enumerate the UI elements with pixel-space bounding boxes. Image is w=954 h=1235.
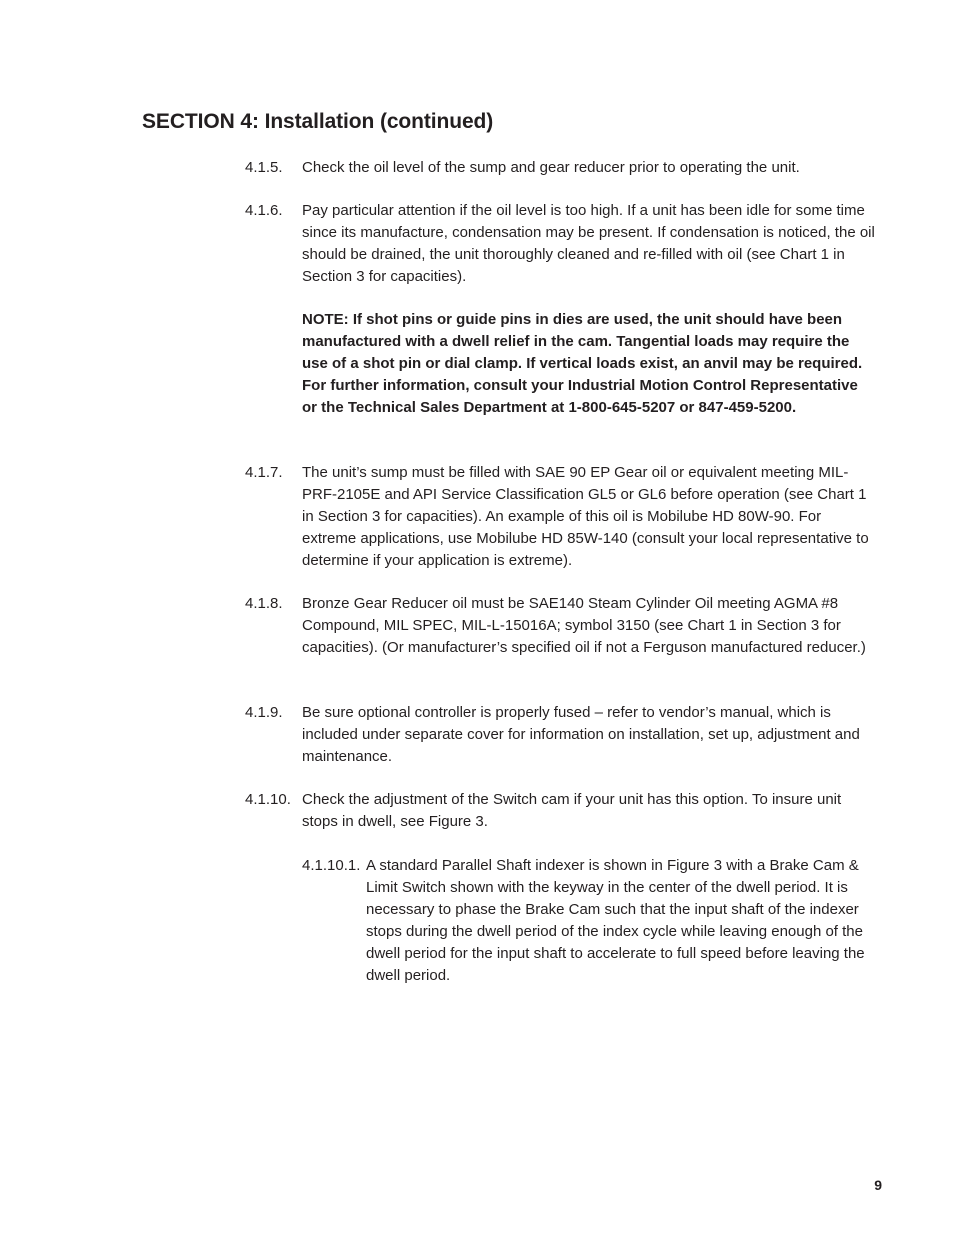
paragraph-number: 4.1.8. [245, 595, 283, 612]
paragraph-4-1-9 [245, 702, 875, 768]
paragraph-number: 4.1.10. [245, 791, 291, 808]
paragraph-4-1-10 [245, 789, 875, 833]
section-title: SECTION 4: Installation (continued) [142, 110, 494, 133]
subparagraph-text: A standard Parallel Shaft indexer is shown in Figure 3 with a Brake Cam & Limit Switch shown with the keyway in the center of the dwell period. It is necessary to phase the Brake Cam such that the input shaft of the indexer stops during the dwell period of the index cycle while leaving enough of the dwell period for the input shaft to accelerate to full speed before leaving the dwell period. [366, 857, 865, 984]
subparagraph-number: 4.1.10.1. [302, 857, 361, 874]
paragraph-text: Bronze Gear Reducer oil must be SAE140 Steam Cylinder Oil meeting AGMA #8 Compound, MIL SPEC, MIL-L-15016A; symbol 3150 (see Chart 1 in Section 3 for capacities). (Or manufacturer’s specified oil if not a Ferguson manufactured reducer.) [302, 595, 866, 656]
paragraph-4-1-8 [245, 593, 875, 659]
paragraph-text: Be sure optional controller is properly fused – refer to vendor’s manual, which is included under separate cover for information on installation, set up, adjustment and maintenance. [302, 704, 860, 765]
page-number: 9 [874, 1177, 882, 1193]
paragraph-4-1-5 [245, 157, 875, 179]
paragraph-number: 4.1.5. [245, 159, 283, 176]
paragraph-4-1-7 [245, 462, 875, 572]
paragraph-number: 4.1.7. [245, 464, 283, 481]
subparagraph-4-1-10-1 [302, 855, 877, 986]
paragraph-text: Check the adjustment of the Switch cam if your unit has this option. To insure unit stops in dwell, see Figure 3. [302, 791, 842, 830]
paragraph-text: The unit’s sump must be filled with SAE 90 EP Gear oil or equivalent meeting MIL-PRF-2105E and API Service Classification GL5 or GL6 before operation (see Chart 1 in Section 3 for capacities). An example of this oil is Mobilube HD 80W-90. For extreme applications, use Mobilube HD 85W-140 (consult your local representative to determine if your application is extreme). [302, 464, 869, 569]
paragraph-text: Pay particular attention if the oil level is too high. If a unit has been idle for some time since its manufacture, condensation may be present. If condensation is noticed, the oil should be drained, the unit thoroughly cleaned and re-filled with oil (see Chart 1 in Section 3 for capacities). [302, 202, 875, 285]
paragraph-4-1-6 [245, 200, 875, 288]
note-dwell-relief: NOTE: If shot pins or guide pins in dies are used, the unit should have been manufactured with a dwell relief in the cam. Tangential loads may require the use of a shot pin or dial clamp. If vertical loads exist, an anvil may be required. For further information, consult your Industrial Motion Control Representative or the Technical Sales Department at 1-800-645-5207 or 847-459-5200. [302, 311, 863, 416]
paragraph-number: 4.1.9. [245, 704, 283, 721]
paragraph-text: Check the oil level of the sump and gear reducer prior to operating the unit. [302, 159, 800, 176]
paragraph-number: 4.1.6. [245, 202, 283, 219]
